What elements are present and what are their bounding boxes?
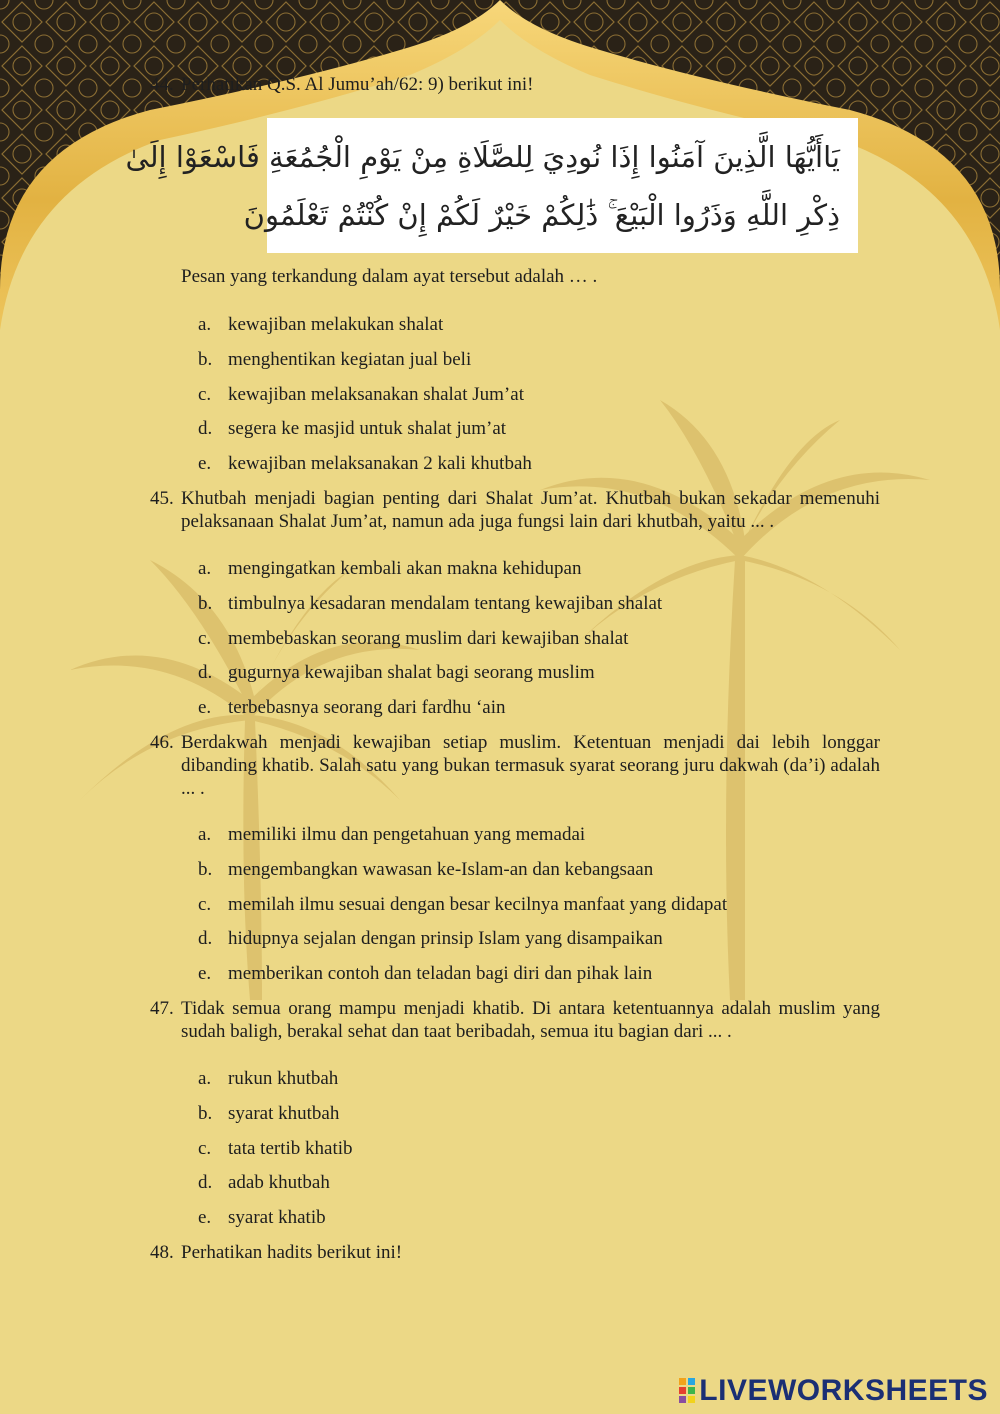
question-45 (150, 487, 880, 533)
quran-verse-image (125, 118, 858, 253)
question-prompt: Pesan yang terkandung dalam ayat tersebut adalah … . (181, 266, 598, 287)
logo-mark-icon (679, 1378, 695, 1404)
question-47 (150, 997, 880, 1043)
question-44 (150, 73, 880, 96)
question-46 (150, 731, 880, 800)
verse-line-2: ذِكْرِ اللَّهِ وَذَرُوا الْبَيْعَ ۚ ذَٰلِكُمْ خَيْرٌ لَكُمْ إِنْ كُنْتُمْ تَعْلَمُونَ (243, 198, 840, 232)
question-number: 47. (150, 998, 174, 1019)
question-number: 45. (150, 488, 174, 509)
question-text: Perhatikan Q.S. Al Jumu’ah/62: 9) berikut ini! (181, 74, 534, 95)
question-text: Perhatikan hadits berikut ini! (181, 1242, 403, 1263)
question-text: Khutbah menjadi bagian penting dari Shalat Jum’at. Khutbah bukan sekadar memenuhi pelaksanaan Shalat Jum’at, namun ada juga fungsi lain dari khutbah, yaitu ... . (181, 488, 880, 532)
question-text: Berdakwah menjadi kewajiban setiap muslim. Ketentuan menjadi dai lebih longgar dibanding khatib. Salah satu yang bukan termasuk syarat seorang juru dakwah (da’i) adalah ... . (181, 732, 880, 799)
question-number: 48. (150, 1242, 174, 1263)
verse-line-1: يَاأَيُّهَا الَّذِينَ آمَنُوا إِذَا نُودِيَ لِلصَّلَاةِ مِنْ يَوْمِ الْجُمُعَةِ فَاسْعَوْا إِلَىٰ (125, 140, 840, 174)
logo-text: LIVEWORKSHEETS (699, 1374, 988, 1407)
question-number: 44. (150, 74, 174, 95)
question-number: 46. (150, 732, 174, 753)
question-text: Tidak semua orang mampu menjadi khatib. Di antara ketentuannya adalah muslim yang sudah baligh, berakal sehat dan taat beribadah, semua itu bagian dari ... . (181, 998, 880, 1042)
question-48 (150, 1241, 880, 1264)
liveworksheets-logo (679, 1374, 988, 1408)
